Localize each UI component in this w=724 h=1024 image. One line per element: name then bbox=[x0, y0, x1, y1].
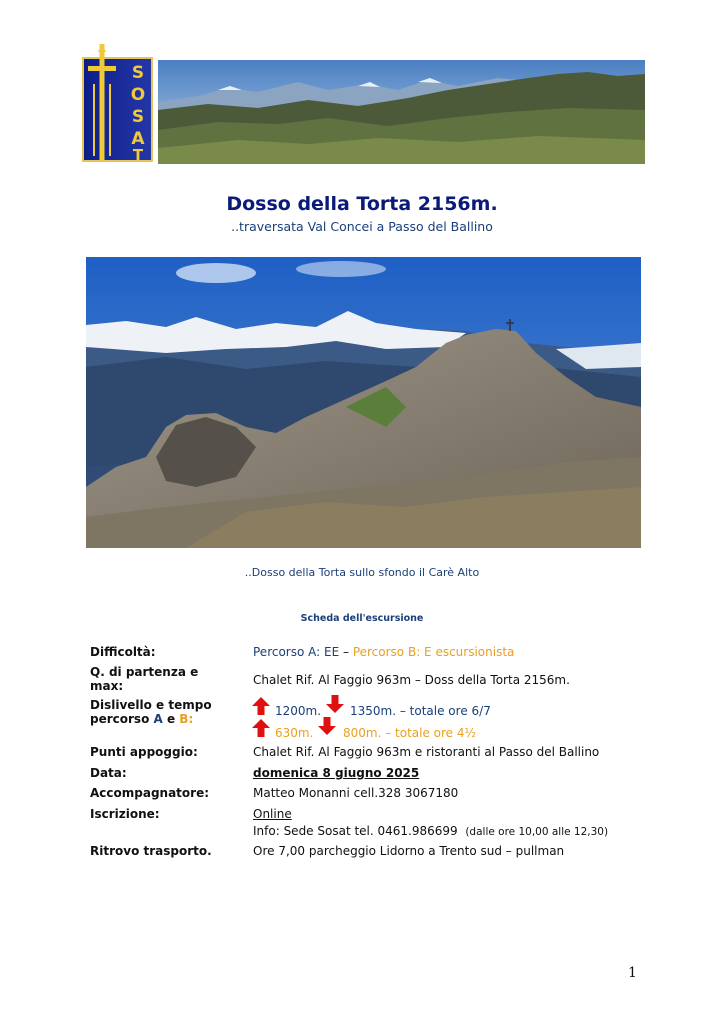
arrow-down-icon bbox=[318, 717, 336, 735]
a-ascent: 1200m. bbox=[275, 704, 322, 718]
arrow-up-icon bbox=[252, 719, 270, 737]
percorso-separator: – bbox=[339, 645, 353, 659]
percorso-b-text: Percorso B: E escursionista bbox=[352, 645, 515, 659]
label-accompagnatore: Accompagnatore: bbox=[90, 786, 210, 800]
info-hours: (dalle ore 10,00 alle 12,30) bbox=[465, 826, 609, 838]
online-link[interactable]: Online bbox=[253, 807, 292, 821]
info-text: Info: Sede Sosat tel. 0461.986699 bbox=[253, 824, 458, 838]
svg-text:O: O bbox=[130, 85, 146, 105]
label-appoggio: Punti appoggio: bbox=[90, 745, 198, 759]
svg-text:A: A bbox=[131, 129, 145, 149]
mountain-photo bbox=[86, 257, 641, 548]
arrow-up-icon bbox=[252, 697, 270, 715]
section-title: Scheda dell'escursione bbox=[300, 613, 424, 624]
label-iscrizione: Iscrizione: bbox=[90, 807, 160, 821]
label-a: A bbox=[153, 712, 163, 726]
svg-text:S: S bbox=[131, 107, 145, 127]
value-quota: Chalet Rif. Al Faggio 963m – Doss della Torta 2156m. bbox=[253, 673, 570, 687]
page-title: Dosso della Torta 2156m. bbox=[226, 193, 498, 215]
b-ascent: 630m. bbox=[275, 726, 314, 740]
page-number: 1 bbox=[628, 965, 637, 981]
value-accompagnatore: Matteo Monanni cell.328 3067180 bbox=[253, 786, 459, 800]
mountain-banner-image bbox=[158, 60, 645, 164]
b-descent-total: 800m. – totale ore 4½ bbox=[343, 726, 477, 740]
a-descent-total: 1350m. – totale ore 6/7 bbox=[350, 704, 491, 718]
value-difficolta bbox=[253, 645, 514, 659]
label-e: e bbox=[162, 712, 180, 726]
percorso-a-text: Percorso A: EE bbox=[253, 645, 340, 659]
label-quota-line1: Q. di partenza e bbox=[90, 665, 199, 679]
label-data: Data: bbox=[90, 766, 127, 780]
value-data: domenica 8 giugno 2025 bbox=[253, 766, 420, 780]
label-b: B: bbox=[179, 712, 194, 726]
sosat-logo bbox=[82, 44, 153, 162]
label-quota-line2: max: bbox=[90, 679, 124, 693]
label-difficolta: Difficoltà: bbox=[90, 645, 156, 659]
page-subtitle: ..traversata Val Concei a Passo del Ballino bbox=[231, 219, 493, 234]
photo-caption: ..Dosso della Torta sullo sfondo il Carè Alto bbox=[244, 566, 480, 579]
label-ritrovo: Ritrovo trasporto. bbox=[90, 844, 212, 858]
label-dislivello-line1: Dislivello e tempo bbox=[90, 698, 212, 712]
label-percorso-word: percorso bbox=[90, 712, 154, 726]
value-info bbox=[253, 824, 608, 839]
label-quota bbox=[90, 665, 198, 693]
svg-text:S: S bbox=[131, 63, 145, 83]
label-dislivello-line2 bbox=[90, 712, 212, 726]
arrow-down-icon bbox=[326, 695, 344, 713]
svg-text:T: T bbox=[132, 146, 144, 162]
value-ritrovo: Ore 7,00 parcheggio Lidorno a Trento sud – pullman bbox=[253, 844, 565, 858]
value-appoggio: Chalet Rif. Al Faggio 963m e ristoranti al Passo del Ballino bbox=[253, 745, 600, 759]
label-dislivello bbox=[90, 698, 212, 726]
